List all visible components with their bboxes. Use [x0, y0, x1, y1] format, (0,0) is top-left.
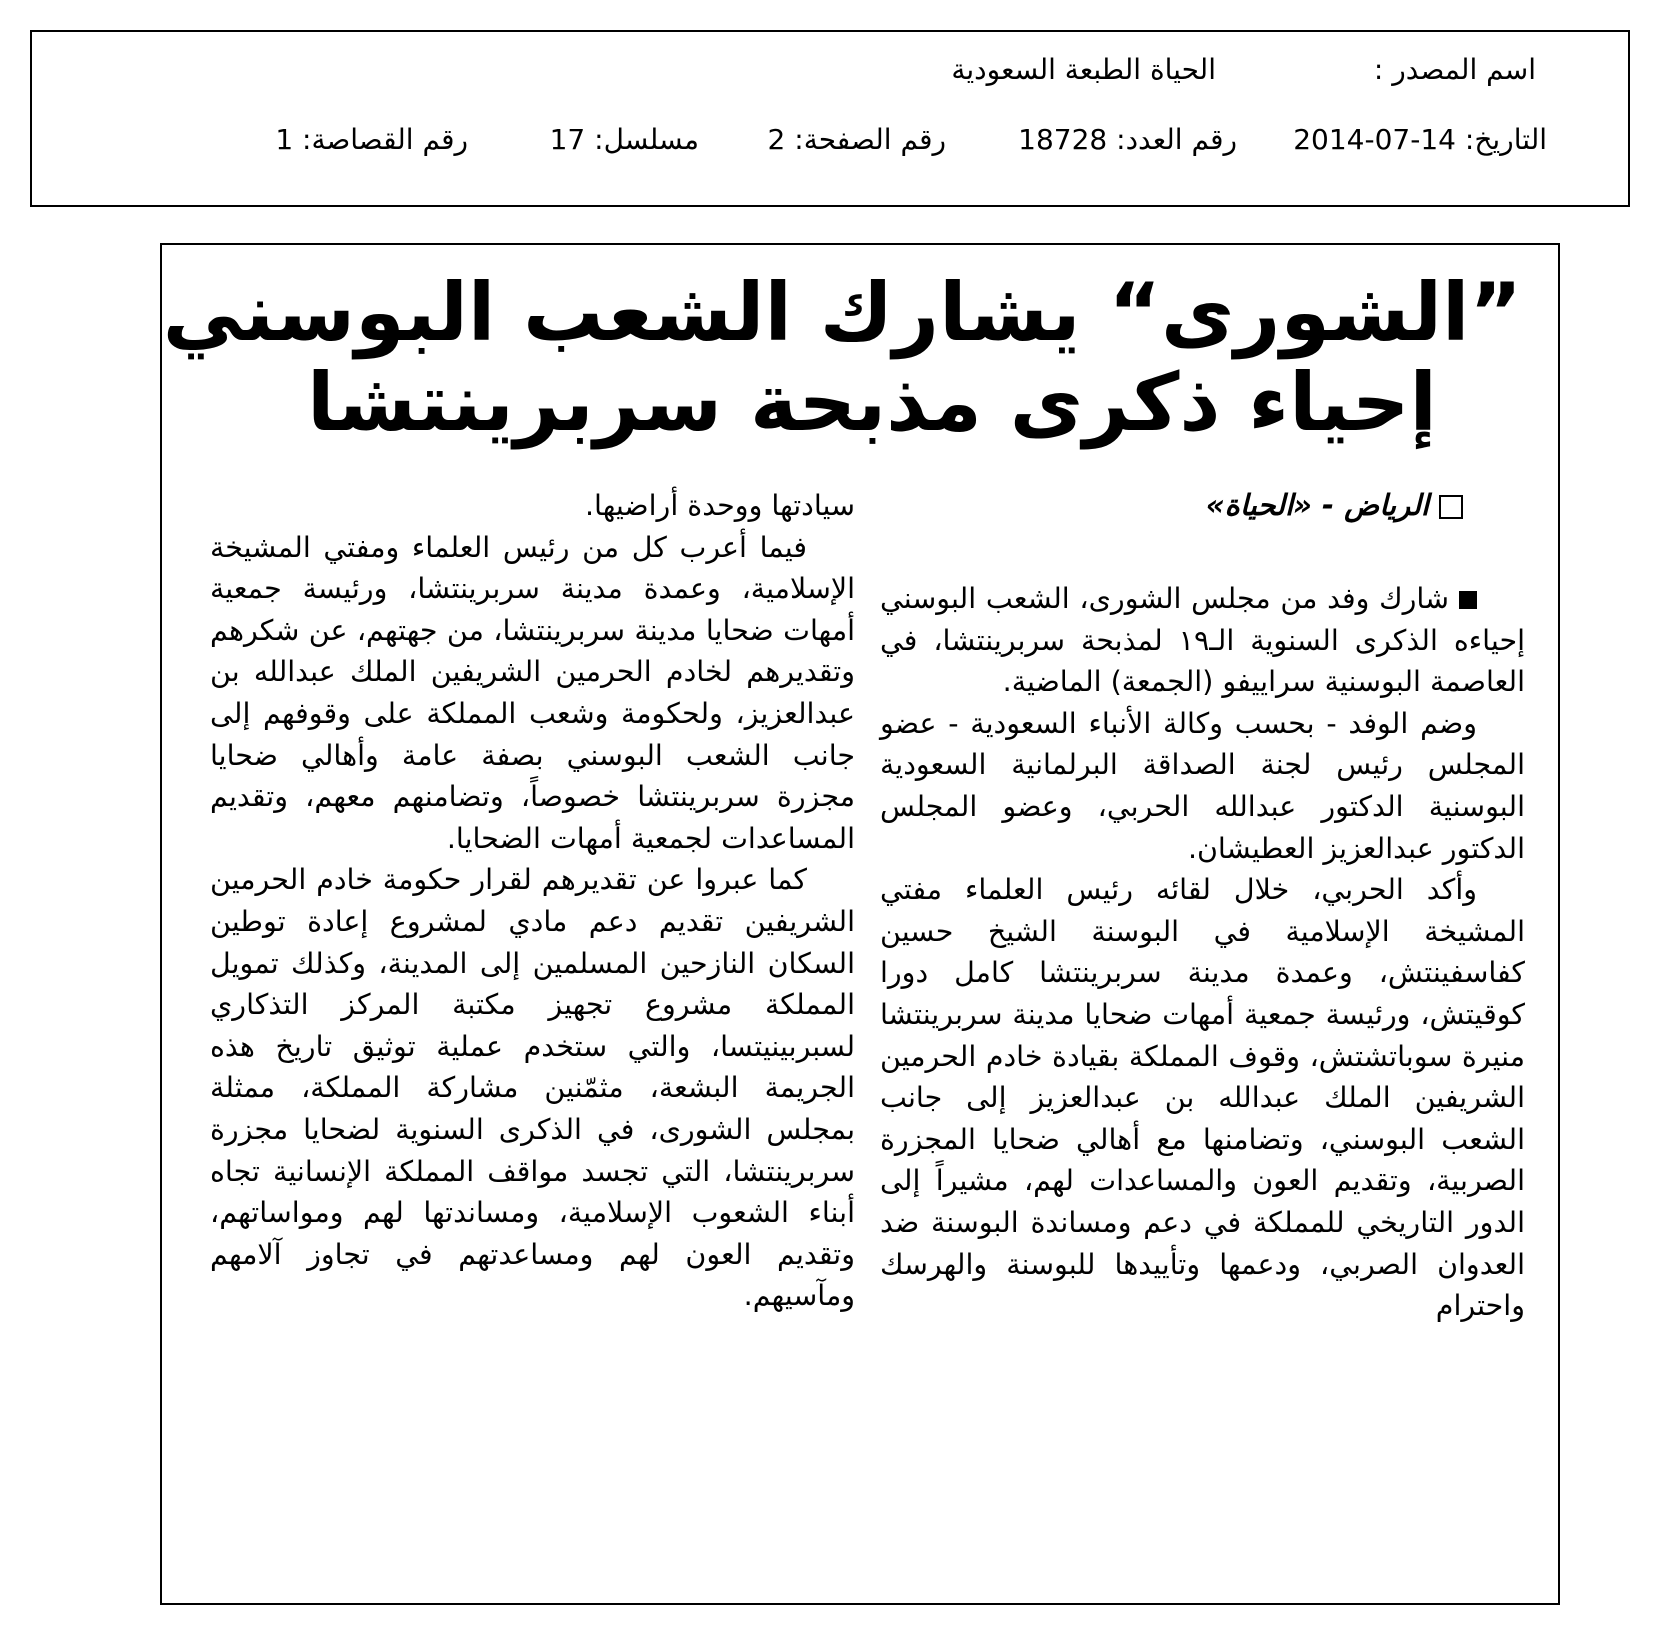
article-column-right: [880, 578, 1525, 1327]
dateline-square-icon: [1439, 495, 1463, 519]
issue-number-field: رقم العدد: 18728: [1018, 123, 1237, 156]
serial-field: مسلسل: 17: [549, 123, 699, 156]
article-column-left: [210, 485, 855, 1317]
source-label: اسم المصدر :: [1373, 53, 1536, 86]
article-clipping: [160, 243, 1560, 1605]
headline-line-1: ”الشورى“ يشارك الشعب البوسني: [162, 266, 1522, 359]
paragraph: فيما أعرب كل من رئيس العلماء ومفتي المشيخة الإسلامية، وعمدة مدينة سربرينتشا، ورئيسة جمعية أمهات ضحايا مدينة سربرينتشا، من جهتهم، عن شكرهم وتقديرهم لخادم الحرمين الشريفين الملك عبدالله بن عبدالعزيز، ولحكومة وشعب المملكة على وقوفهم إلى جانب الشعب البوسني بصفة عامة وأهالي ضحايا مجزرة سربرينتشا خصوصاً، وتضامنهم معهم، وتقديم المساعدات لجمعية أمهات الضحايا.: [210, 530, 855, 855]
paragraph: سيادتها ووحدة أراضيها.: [584, 489, 855, 522]
dateline-text: الرياض - «الحياة»: [1205, 488, 1429, 522]
paragraph: وضم الوفد - بحسب وكالة الأنباء السعودية - عضو المجلس رئيس لجنة الصداقة البرلمانية السعودية البوسنية الدكتور عبدالله الحربي، وعضو المجلس الدكتور عبدالعزيز العطيشان.: [880, 706, 1525, 865]
source-value: الحياة الطبعة السعودية: [951, 53, 1216, 86]
paragraph: كما عبروا عن تقديرهم لقرار حكومة خادم الحرمين الشريفين تقديم دعم مادي لمشروع إعادة توطين السكان النازحين المسلمين إلى المدينة، وكذلك تمويل المملكة مشروع تجهيز مكتبة المركز التذكاري لسبربينيتسا، والتي ستخدم عملية توثيق تاريخ هذه الجريمة البشعة، مثمّنين مشاركة المملكة، ممثلة بمجلس الشورى، في الذكرى السنوية لضحايا مجزرة سربرينتشا، التي تجسد مواقف المملكة الإنسانية تجاه أبناء الشعوب الإسلامية، ومساندتها لهم ومواساتهم، وتقديم العون لهم ومساعدتهم في تجاوز آلامهم ومآسيهم.: [210, 863, 855, 1313]
paragraph-text: شارك وفد من مجلس الشورى، الشعب البوسني إحياءه الذكرى السنوية الـ١٩ لمذبحة سربرينتشا، في العاصمة البوسنية سراييفو (الجمعة) الماضية.: [880, 582, 1525, 699]
source-metadata-box: [30, 30, 1630, 207]
dateline: [1206, 488, 1463, 522]
headline-line-2: إحياء ذكرى مذبحة سربرينتشا: [307, 356, 1437, 449]
clip-number-field: رقم القصاصة: 1: [275, 123, 468, 156]
lead-square-icon: [1459, 591, 1477, 609]
date-field: التاريخ: 14-07-2014: [1293, 123, 1547, 156]
page-number-field: رقم الصفحة: 2: [767, 123, 946, 156]
paragraph: [880, 578, 1525, 703]
paragraph: وأكد الحربي، خلال لقائه رئيس العلماء مفتي المشيخة الإسلامية في البوسنة الشيخ حسين كفاسفينتش، وعمدة مدينة سربرينتشا كامل دورا كوقيتش، ورئيسة جمعية أمهات ضحايا مدينة سربرينتشا منيرة سوباتشتش، وقوف المملكة بقيادة خادم الحرمين الشريفين الملك عبدالله بن عبدالعزيز إلى جانب الشعب البوسني، وتضامنها مع أهالي ضحايا المجزرة الصربية، وتقديم العون والمساعدات لهم، مشيراً إلى الدور التاريخي للمملكة في دعم ومساندة البوسنة ضد العدوان الصربي، ودعمها وتأييدها للبوسنة والهرسك واحترام: [880, 873, 1525, 1323]
